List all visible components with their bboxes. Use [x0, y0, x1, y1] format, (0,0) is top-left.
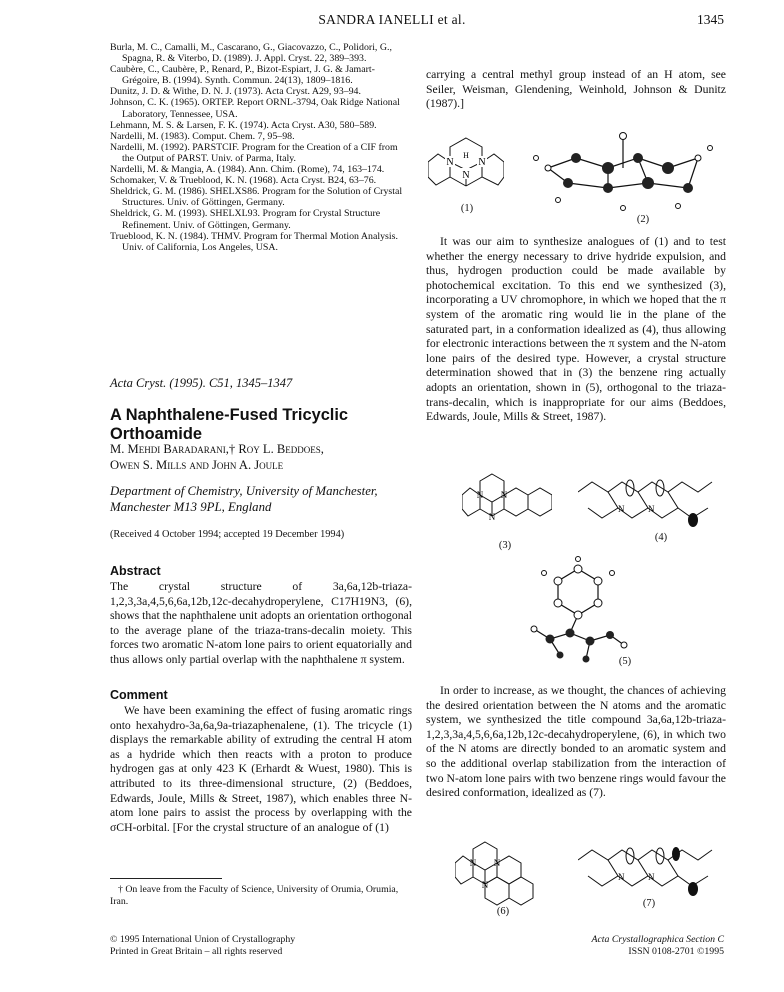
footnote-rule — [110, 878, 222, 879]
structure-2-diagram — [528, 128, 718, 224]
structure-3-diagram — [462, 470, 552, 536]
compound-label-7: (7) — [642, 898, 656, 909]
reference-item: Nardelli, M. (1983). Comput. Chem. 7, 95–98. — [110, 130, 295, 142]
compound-label-4: (4) — [654, 532, 668, 543]
affiliation — [110, 483, 378, 515]
reference-item: Schomaker, V. & Trueblood, K. N. (1968). Acta Cryst. B24, 63–76. — [110, 175, 377, 187]
structure-4-diagram — [578, 478, 718, 528]
copyright-line: © 1995 International Union of Crystallography — [110, 934, 296, 945]
abstract-heading: Abstract — [110, 564, 161, 578]
atom-label: N — [469, 858, 477, 868]
reference-item: Johnson, C. K. (1965). ORTEP. Report ORNL-3794, Oak Ridge National Laboratory, Tennessee, USA. — [110, 97, 400, 120]
affiliation-line: Department of Chemistry, University of Manchester, — [110, 484, 378, 498]
atom-label: N — [618, 872, 625, 882]
reference-item: Burla, M. C., Camalli, M., Cascarano, G., Giacovazzo, C., Polidori, G., Spagna, R. & Viterbo, D. (1989). J. Appl. Cryst. 22, 389–393. — [110, 42, 392, 65]
reference-item: Nardelli, M. & Mangia, A. (1984). Ann. Chim. (Rome), 74, 163–174. — [110, 164, 385, 176]
affiliation-line: Manchester M13 9PL, England — [110, 500, 272, 514]
running-header — [0, 12, 784, 32]
reference-item: Lehmann, M. S. & Larsen, F. K. (1974). Acta Cryst. A30, 580–589. — [110, 119, 377, 131]
atom-markers — [563, 153, 693, 193]
compound-label-2: (2) — [636, 214, 650, 225]
reference-item: Nardelli, M. (1992). PARSTCIF. Program for the Creation of a CIF from the Output of PARST. Univ. of Parma, Italy. — [110, 141, 398, 164]
reference-item: Sheldrick, G. M. (1986). SHELXS86. Program for the Solution of Crystal Structures. Univ. of Göttingen, Germany. — [110, 186, 403, 209]
journal-section: Acta Crystallographica Section C — [591, 934, 724, 945]
atom-label: N — [500, 490, 508, 500]
abstract-section — [110, 564, 412, 668]
running-title: SANDRA IANELLI et al. — [318, 12, 466, 27]
received-dates: (Received 4 October 1994; accepted 19 December 1994) — [110, 529, 345, 540]
comment-paragraph: carrying a central methyl group instead of an H atom, see Seiler, Weisman, Glendening, Weinhold, Johnson & Dunitz (1987).] — [426, 68, 726, 111]
compound-label-3: (3) — [498, 540, 512, 551]
comment-paragraph: We have been examining the effect of fusing aromatic rings onto hexahydro-3a,6a,9a-triazaphenalene, (1). The tricycle (1) displays the remarkable ability of extruding the central H atom as a hydride which then reacts with a proton to produce hydrogen gas at only 423 K (Erhardt & Wuest, 1980). This is attributed to its three-dimensional structure, (2) (Beddoes, Edwards, Joule, Mills & Street, 1987), which enables three N-atom lone pairs to assist the process by overlapping with the σCH-orbital. [For the crystal structure of an analogue of (1) — [110, 704, 412, 834]
atom-label: N — [618, 504, 625, 514]
article-title: A Naphthalene-Fused Tricyclic Orthoamide — [110, 406, 349, 443]
reference-item: Dunitz, J. D. & Withe, D. N. J. (1973). Acta Cryst. A29, 93–94. — [110, 86, 361, 98]
atom-label: N — [478, 157, 486, 168]
comment-continuation — [426, 68, 726, 112]
journal-citation: Acta Cryst. (1995). C51, 1345–1347 — [110, 376, 293, 390]
page-number: 1345 — [697, 12, 724, 27]
compound-label-1: (1) — [460, 203, 474, 214]
issn: ISSN 0108-2701 ©1995 — [628, 946, 724, 957]
footnote: † On leave from the Faculty of Science, University of Orumia, Orumia, Iran. — [110, 884, 399, 907]
comment-section-continued — [426, 684, 726, 801]
structure-7-diagram — [578, 846, 718, 898]
abstract-text: The crystal structure of 3a,6a,12b-triaza-1,2,3,3a,4,5,6,6a,12b,12c-decahydroperylene, C17H19N3, (6), shows that the naphthalene unit adopts an orientation orthogonal to the average plane of the triaza-trans-decalin moiety. This forces two aromatic N-atom lone pairs to orient equatorially and thus allows only partial overlap with the naphthalene π system. — [110, 580, 412, 666]
printed-line: Printed in Great Britain – all rights reserved — [110, 946, 283, 957]
atom-label: N — [462, 170, 470, 181]
reference-item: Sheldrick, G. M. (1993). SHELXL93. Program for Crystal Structure Refinement. Univ. of Göttingen, Germany. — [110, 208, 381, 231]
atom-label: N — [488, 512, 496, 522]
atom-label: N — [493, 858, 501, 868]
comment-paragraph: In order to increase, as we thought, the chances of achieving the desired orientation between the N atoms and the aromatic system, we synthesized the title compound 3a,6a,12b-triaza-1,2,3,3a,4,5,6,6a,12b,12c-decahydroperylene, (6), in which two of the N atoms are directly bonded to an aromatic system and so the additional overlap stabilization from the interaction of two N-atom lone pairs with two benzene rings would favour the desired conformation, idealized as (7). — [426, 684, 726, 800]
compound-label-5: (5) — [618, 656, 632, 667]
journal-footer — [500, 934, 724, 958]
structure-5-diagram — [520, 555, 640, 665]
author-list — [110, 441, 324, 473]
compound-label-6: (6) — [496, 906, 510, 917]
comment-section — [110, 688, 412, 835]
comment-section-continued — [426, 235, 726, 425]
atom-label: N — [648, 504, 655, 514]
comment-heading: Comment — [110, 688, 168, 702]
atom-label: N — [476, 490, 484, 500]
reference-item: Caubère, C., Caubère, P., Renard, P., Bizot-Espiart, J. G. & Jamart-Grégoire, B. (1994). Synth. Commun. 24(13), 1809–1816. — [110, 64, 375, 87]
atom-label: H — [463, 151, 469, 160]
reference-list — [110, 42, 412, 253]
atom-label: N — [481, 880, 489, 890]
reference-item: Trueblood, K. N. (1984). THMV. Program for Thermal Motion Analysis. Univ. of California, Los Angeles, USA. — [110, 230, 398, 253]
atom-label: N — [648, 872, 655, 882]
copyright-footer — [110, 934, 295, 958]
authors-line: M. Mehdi Baradarani,† Roy L. Beddoes, — [110, 442, 324, 456]
comment-paragraph: It was our aim to synthesize analogues of (1) and to test whether the energy necessary to drive hydride expulsion, and thus, hydrogen production could be made available by photochemical excitation. To this end we synthesized (3), incorporating a UV chromophore, in which we hoped that the π system of the aromatic ring would lie in the plane of the saturated part, in a conformation idealized as (4), thus allowing for electronic interactions between the π system and the N-atom lone pairs of the desired type. However, a crystal structure determination showed that in (3) the benzene ring actually adopts an orientation, shown in (5), orthogonal to the triaza-trans-decalin, which is inappropriate for our aims (Beddoes, Edwards, Joule, Mills & Street, 1987). — [426, 235, 726, 424]
atom-label: N — [446, 157, 454, 168]
authors-line: Owen S. Mills and John A. Joule — [110, 458, 284, 472]
